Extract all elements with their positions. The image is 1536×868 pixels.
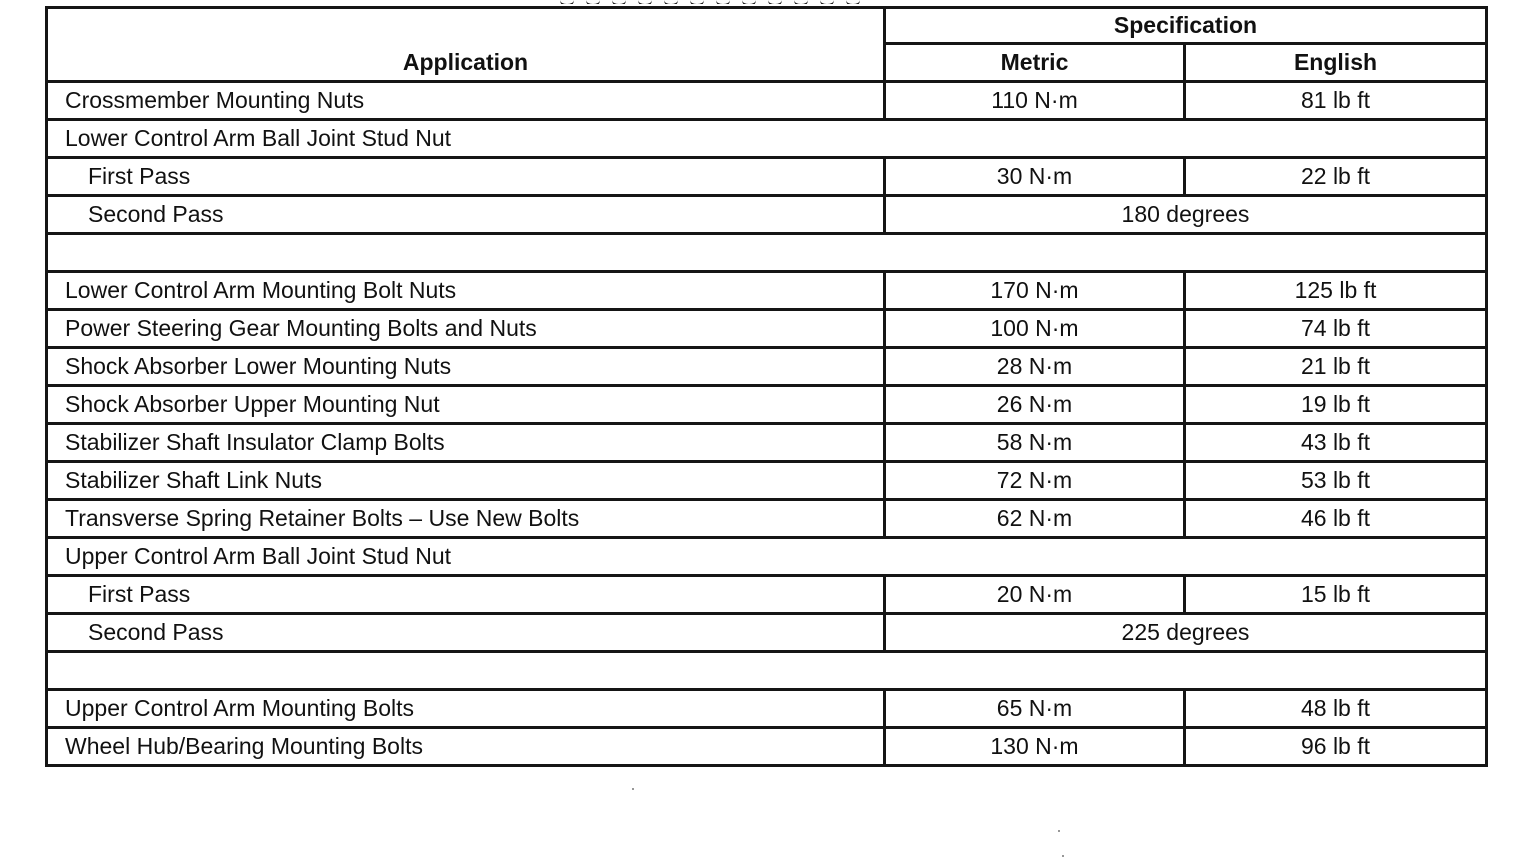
application-cell: Crossmember Mounting Nuts xyxy=(47,82,885,120)
application-cell: Wheel Hub/Bearing Mounting Bolts xyxy=(47,728,885,766)
english-cell: 125 lb ft xyxy=(1185,272,1487,310)
english-cell: 74 lb ft xyxy=(1185,310,1487,348)
table-row xyxy=(47,576,1487,614)
header-metric: Metric xyxy=(885,44,1185,82)
table-row xyxy=(47,82,1487,120)
header-application: Application xyxy=(47,8,885,82)
application-cell: Second Pass xyxy=(47,614,885,652)
metric-cell: 58 N·m xyxy=(885,424,1185,462)
metric-cell: 62 N·m xyxy=(885,500,1185,538)
english-cell: 96 lb ft xyxy=(1185,728,1487,766)
metric-cell: 26 N·m xyxy=(885,386,1185,424)
scan-speck xyxy=(1062,855,1064,857)
table-row-blank xyxy=(47,234,1487,272)
application-cell: Stabilizer Shaft Link Nuts xyxy=(47,462,885,500)
table-row xyxy=(47,348,1487,386)
application-cell: Transverse Spring Retainer Bolts – Use New Bolts xyxy=(47,500,885,538)
english-cell: 53 lb ft xyxy=(1185,462,1487,500)
english-cell: 48 lb ft xyxy=(1185,690,1487,728)
scan-speck xyxy=(632,788,634,790)
english-cell: 81 lb ft xyxy=(1185,82,1487,120)
metric-cell: 130 N·m xyxy=(885,728,1185,766)
metric-cell: 65 N·m xyxy=(885,690,1185,728)
application-cell: Upper Control Arm Mounting Bolts xyxy=(47,690,885,728)
english-cell: 43 lb ft xyxy=(1185,424,1487,462)
application-group-cell: Upper Control Arm Ball Joint Stud Nut xyxy=(47,538,1487,576)
application-cell: First Pass xyxy=(47,576,885,614)
metric-cell: 20 N·m xyxy=(885,576,1185,614)
table-row xyxy=(47,386,1487,424)
metric-cell: 110 N·m xyxy=(885,82,1185,120)
table-row xyxy=(47,196,1487,234)
table-row xyxy=(47,120,1487,158)
table-row xyxy=(47,424,1487,462)
blank-cell xyxy=(47,652,1487,690)
english-cell: 21 lb ft xyxy=(1185,348,1487,386)
header-specification: Specification xyxy=(885,8,1487,44)
application-cell: Lower Control Arm Mounting Bolt Nuts xyxy=(47,272,885,310)
scan-speck xyxy=(1058,830,1060,832)
blank-cell xyxy=(47,234,1487,272)
table-row xyxy=(47,310,1487,348)
english-cell: 19 lb ft xyxy=(1185,386,1487,424)
table-row xyxy=(47,500,1487,538)
english-cell: 46 lb ft xyxy=(1185,500,1487,538)
application-cell: Second Pass xyxy=(47,196,885,234)
cropped-title-fragment xyxy=(560,0,880,4)
header-english: English xyxy=(1185,44,1487,82)
application-cell: Power Steering Gear Mounting Bolts and Nuts xyxy=(47,310,885,348)
metric-cell: 30 N·m xyxy=(885,158,1185,196)
application-cell: First Pass xyxy=(47,158,885,196)
metric-cell: 28 N·m xyxy=(885,348,1185,386)
table-row xyxy=(47,728,1487,766)
table-row xyxy=(47,538,1487,576)
combined-spec-cell: 225 degrees xyxy=(885,614,1487,652)
application-cell: Stabilizer Shaft Insulator Clamp Bolts xyxy=(47,424,885,462)
metric-cell: 72 N·m xyxy=(885,462,1185,500)
table-row xyxy=(47,158,1487,196)
metric-cell: 100 N·m xyxy=(885,310,1185,348)
combined-spec-cell: 180 degrees xyxy=(885,196,1487,234)
application-group-cell: Lower Control Arm Ball Joint Stud Nut xyxy=(47,120,1487,158)
fastener-tightening-spec-table xyxy=(45,6,1488,767)
table-row xyxy=(47,690,1487,728)
metric-cell: 170 N·m xyxy=(885,272,1185,310)
table-row xyxy=(47,272,1487,310)
application-cell: Shock Absorber Upper Mounting Nut xyxy=(47,386,885,424)
english-cell: 15 lb ft xyxy=(1185,576,1487,614)
table-row-blank xyxy=(47,652,1487,690)
table-row xyxy=(47,462,1487,500)
table-row xyxy=(47,614,1487,652)
application-cell: Shock Absorber Lower Mounting Nuts xyxy=(47,348,885,386)
english-cell: 22 lb ft xyxy=(1185,158,1487,196)
